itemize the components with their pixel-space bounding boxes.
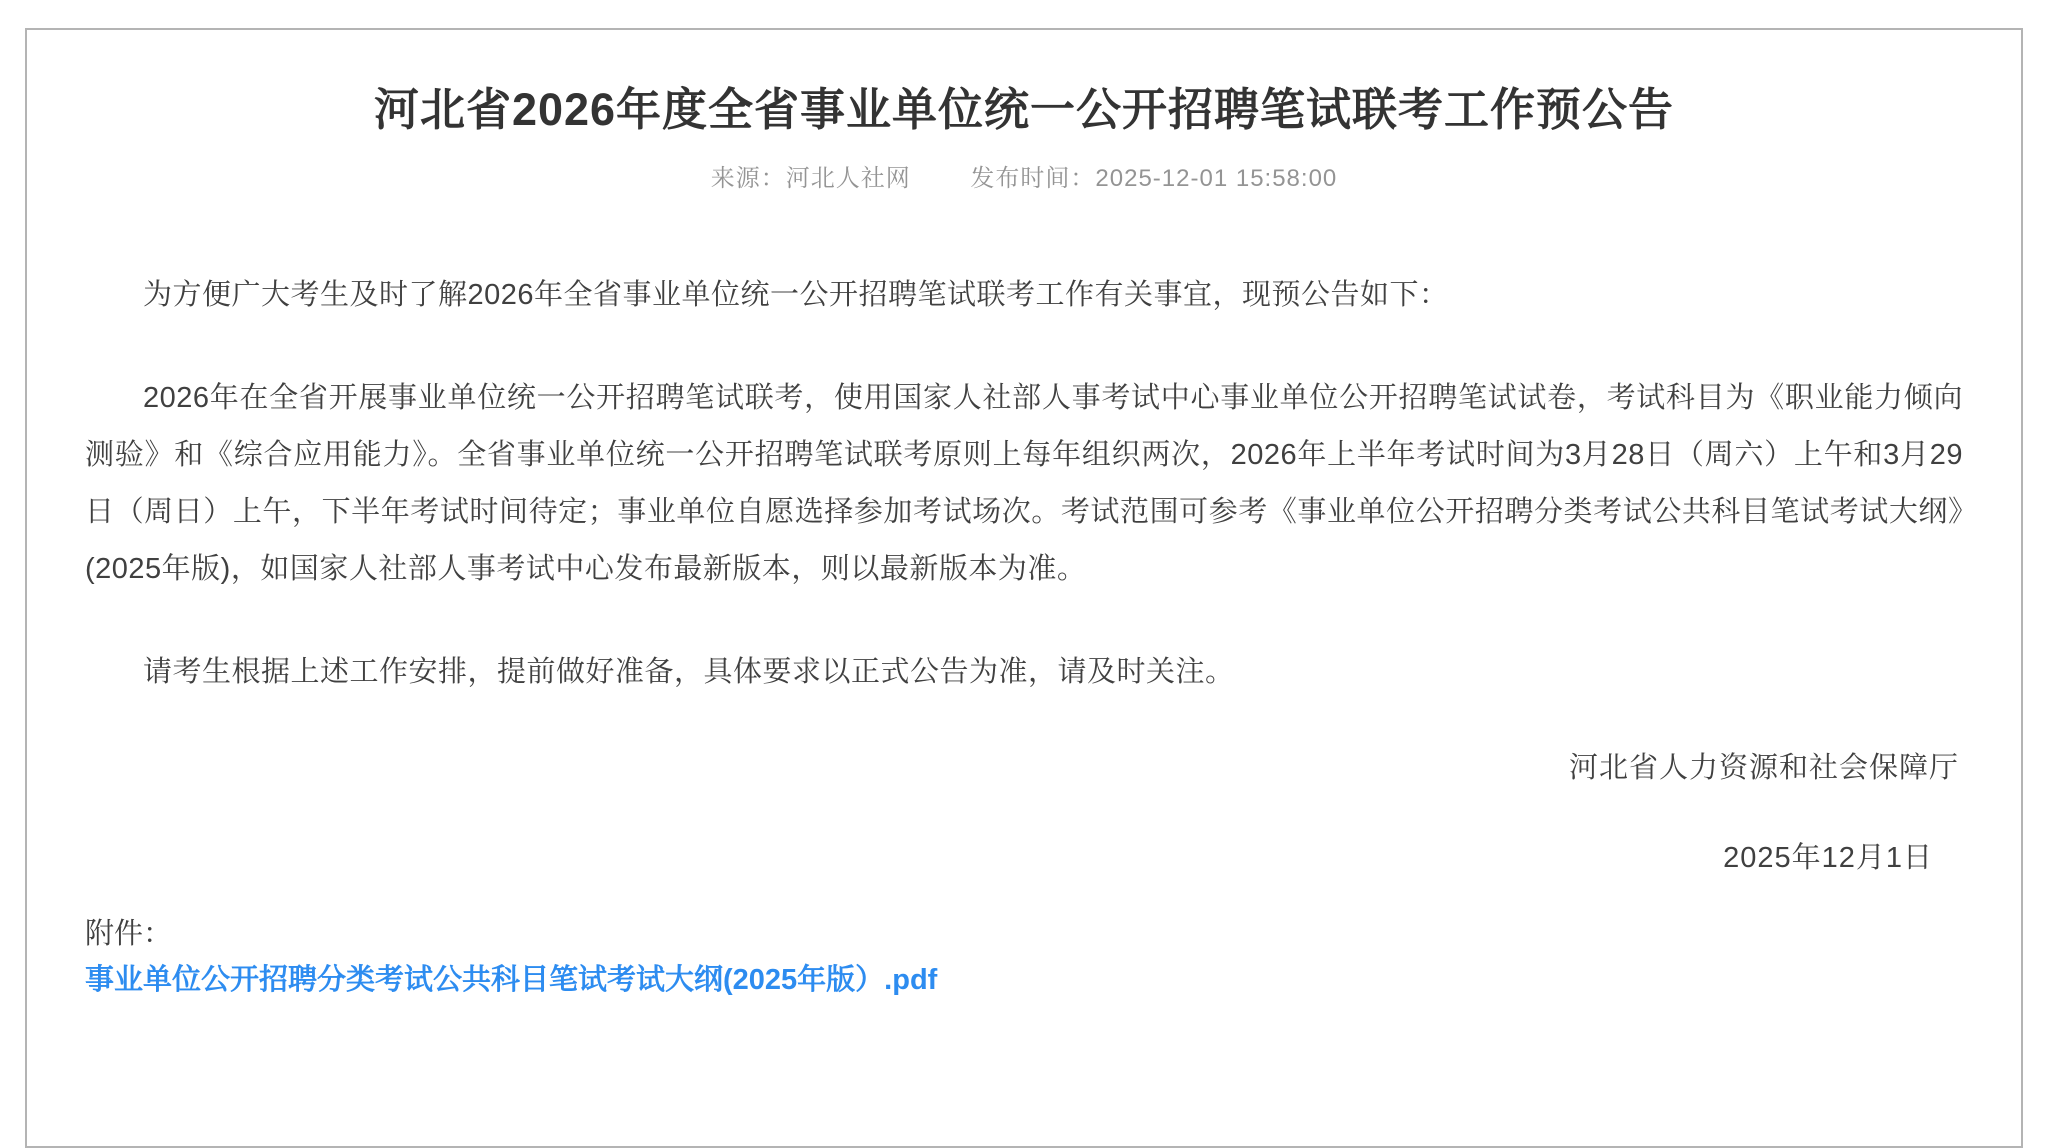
attachment-pdf-link[interactable]: 事业单位公开招聘分类考试公共科目笔试考试大纲(2025年版）.pdf	[85, 964, 938, 997]
paragraph-reminder: 请考生根据上述工作安排，提前做好准备，具体要求以正式公告为准，请及时关注。	[143, 656, 1235, 689]
issue-date: 2025年12月1日	[1723, 842, 1933, 875]
publish-time-label: 发布时间：	[970, 165, 1096, 193]
article-body	[85, 267, 1963, 701]
attachment-section	[85, 917, 1963, 997]
source-label: 来源：	[710, 165, 786, 193]
article-meta	[85, 158, 1963, 193]
source-value: 河北人社网	[785, 165, 911, 193]
paragraph-intro: 为方便广大考生及时了解2026年全省事业单位统一公开招聘笔试联考工作有关事宜，现预公告如下：	[143, 279, 1449, 312]
page-title: 河北省2026年度全省事业单位统一公开招聘笔试联考工作预公告	[373, 84, 1675, 135]
issuer-signature: 河北省人力资源和社会保障厅	[1568, 752, 1959, 785]
attachment-label: 附件：	[85, 918, 173, 951]
paragraph-exam-details: 2026年在全省开展事业单位统一公开招聘笔试联考，使用国家人社部人事考试中心事业单位公开招聘笔试试卷，考试科目为《职业能力倾向测验》和《综合应用能力》。全省事业单位统一公开招聘笔试联考原则上每年组织两次，2026年上半年考试时间为3月28日（周六）上午和3月29日（周日）上午，下半年考试时间待定；事业单位自愿选择参加考试场次。考试范围可参考《事业单位公开招聘分类考试公共科目笔试考试大纲》(2025年版)，如国家人社部人事考试中心发布最新版本，则以最新版本为准。	[85, 382, 1963, 586]
source-info	[711, 165, 911, 192]
publish-time-info	[970, 165, 1337, 192]
publish-time-value: 2025-12-01 15:58:00	[1095, 165, 1338, 193]
announcement-content-frame	[25, 28, 2023, 1148]
